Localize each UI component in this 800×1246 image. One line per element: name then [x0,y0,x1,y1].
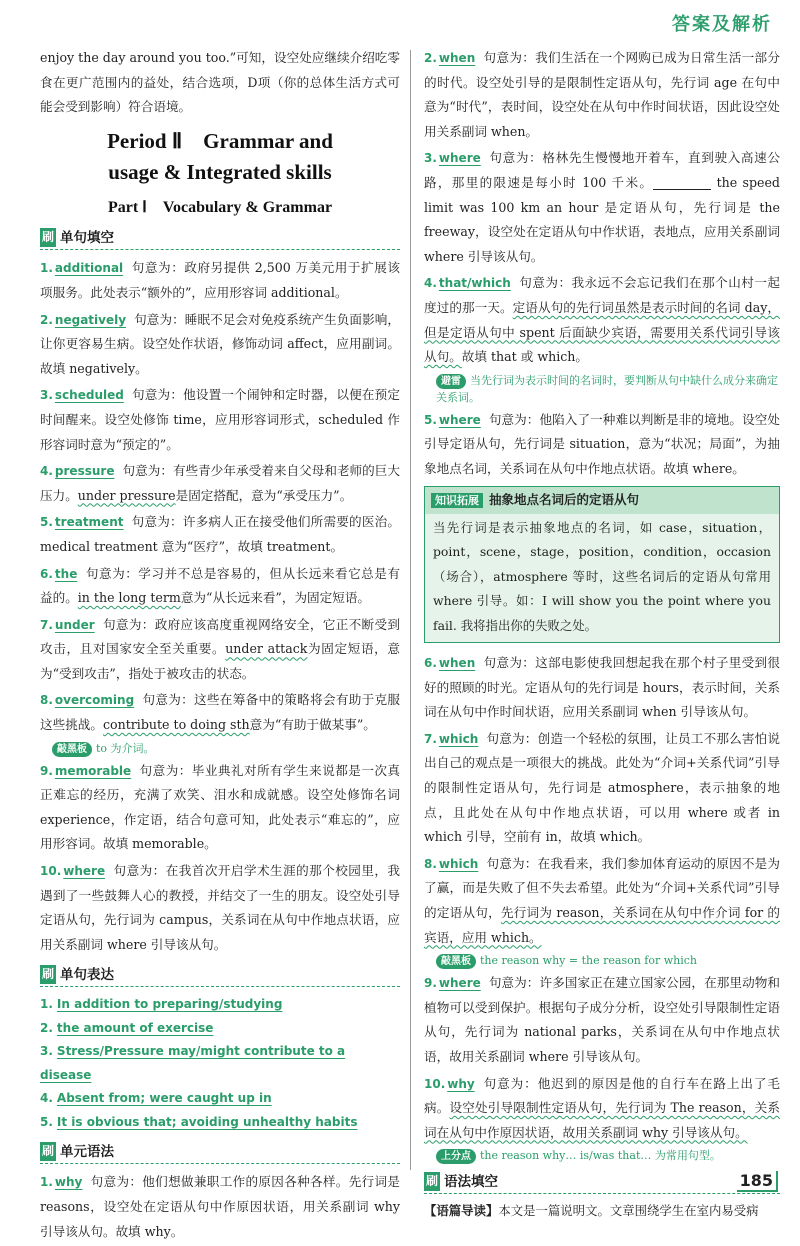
column-divider [410,50,411,1170]
tip-note [436,1147,780,1164]
item-number: 2. [40,312,53,327]
part-title: Part Ⅰ Vocabulary & Grammar [107,198,333,216]
tip-text: the reason why = the reason for which [480,954,698,968]
brush-icon: 刷 [40,965,56,984]
explanation: 句意为：他陷入了一种难以判断是非的境地。设空处引导定语从句，先行词是 situation，意为“状况；局面”，为抽象地点名词，关系词在从句中作地点状语。故填 where。 [424,411,780,476]
key-explanation: 先行词为 reason，关系词在从句中作介词 for 的宾语，应用 which。 [424,904,780,945]
expression-item [40,1087,400,1111]
list-item [424,727,780,850]
item-number: 3. [40,388,53,403]
tip-text: 当先行词为表示时间的名词时，要判断从句中缺什么成分来确定关系词。 [436,373,778,404]
item-number: 6. [424,656,437,670]
answer: scheduled [54,388,124,403]
answer: pressure [54,464,115,479]
explanation: 句意为：政府另提供 2,500 万美元用于扩展该项服务。此处表示“额外的”，应用形容词 additional。 [40,260,400,300]
item-number: 2. [40,1020,53,1035]
explanation: 句意为：学习并不总是容易的，但从长远来看它总是有益的。 [40,565,400,606]
answer: overcoming [54,693,135,708]
left-column [40,46,400,1246]
answer: negatively [54,312,127,327]
section-header-sentence-fill [40,226,400,250]
item-number: 1. [40,1175,53,1190]
explanation: 故填 that 或 which。 [461,349,588,365]
key-phrase: under pressure [77,487,176,503]
explanation: 句意为：他迟到的原因是他的自行车在路上出了毛病。 [424,1075,780,1116]
answer: where [438,976,481,991]
answer: additional [54,261,124,276]
list-item [40,510,400,559]
list-item [40,383,400,457]
explanation: 意为“有助于做某事”。 [249,717,376,733]
explanation: the speed limit was 100 km an hour 是定语从句，先行词是 the freeway，设空处在定语从句中作状语，表地点，应用关系副词 where 引导该从句。 [424,174,780,264]
section-title: 单句表达 [60,967,114,984]
item-number: 6. [40,566,53,581]
explanation: 句意为：创造一个轻松的氛围，让员工不那么害怕说出自己的观点是一项很大的挑战。此处为“介词+关系代词”引导的限制性定语从句，先行词是 atmosphere，表示抽象的地点，且此处在从句中作地点状语，可以用 where 或者 in which 引导，空前有 in，故填 which。 [424,730,780,845]
list-item [424,852,780,950]
explanation: 句意为：他们想做兼职工作的原因各种各样。先行词是 reasons，设空处在定语从句中作原因状语，用关系副词 why 引导该从句。故填 why。 [40,1174,400,1239]
item-number: 5. [40,1114,53,1129]
answer: under [54,617,95,632]
item-number: 8. [424,856,437,871]
intro-paragraph: enjoy the day around you too.”可知，设空处应继续介绍吃零食在更广范围内的益处，结合选项，D项（你的总体生活方式可能会受到影响）符合语境。 [40,50,400,115]
explanation: 是固定搭配，意为“承受压力”。 [175,487,353,503]
item-number: 1. [40,261,53,276]
brush-icon: 刷 [40,1142,56,1161]
section-header-grammar-fill [424,1170,780,1194]
answer: that/which [438,276,511,291]
explanation: 句意为：在我首次开启学术生涯的那个校园里，我遇到了一些鼓舞人心的教授，并结交了一生的朋友。设空处引导定语从句，先行词为 campus，关系词在从句中作地点状语，应用关系副词 where 引导该从句。 [40,863,400,952]
list-item [424,408,780,482]
tip-badge: 敲黑板 [436,954,476,969]
item-number: 3. [40,1044,53,1059]
answer: the amount of exercise [56,1020,214,1035]
list-item [424,146,780,269]
tip-note [436,952,780,969]
tip-text: to 为介词。 [96,741,155,755]
item-number: 8. [40,693,53,708]
expression-item [40,993,400,1017]
explanation: 句意为：这部电影使我回想起我在那个村子里受到很好的照顾的时光。定语从句的先行词是 hours，表示时间，关系词在从句中作时间状语，应用关系副词 when 引导该从句。 [424,655,780,720]
answer: why [447,1076,475,1091]
explanation: 为固定短语，意为“受到攻击”，指处于被攻击的状态。 [40,641,400,681]
explanation: 句意为：毕业典礼对所有学生来说都是一次真正难忘的经历，充满了欢笑、泪水和成就感。设空处修饰名词 experience，作定语，结合句意可知，此处表示“难忘的”，应用形容词。故填 memorable。 [40,762,400,852]
period-title [40,126,400,188]
item-number: 2. [424,51,437,65]
expression-item [40,1040,400,1087]
guide-tag: 【语篇导读】 [424,1203,499,1219]
item-number: 5. [424,412,437,427]
knowledge-title: 抽象地点名词后的定语从句 [489,491,640,507]
explanation: 句意为：他设置一个闹钟和定时器，以便在预定时间醒来。设空处修饰 time，应用形容词形式，scheduled 作形容词时意为“预定的”。 [40,387,400,452]
list-item [40,562,400,611]
answer: treatment [54,515,124,530]
answer: Stress/Pressure may/might contribute to a disease [40,1044,346,1082]
item-number: 9. [40,763,53,778]
expression-item [40,1017,400,1041]
brush-icon: 刷 [40,228,56,247]
page-number: 185 [737,1171,778,1192]
explanation: 句意为：许多国家正在建立国家公园，在那里动物和植物可以受到保护。根据句子成分分析，设空处引导限制性定语从句，先行词为 national parks，关系词在从句中作地点状语，故用关系副词 where 引导该从句。 [424,975,780,1064]
list-item [424,651,780,725]
answer: which [438,731,479,746]
section-title: 单句填空 [60,230,114,247]
knowledge-badge: 知识拓展 [431,493,483,508]
section-title: 语法填空 [444,1174,498,1191]
item-number: 9. [424,976,437,991]
section-header-unit-grammar [40,1140,400,1164]
answer: when [438,656,476,670]
key-phrase: in the long term [77,590,181,606]
answer: It is obvious that; avoiding unhealthy habits [56,1114,358,1129]
item-number: 3. [424,151,437,166]
section-header-sentence-expression [40,963,400,987]
item-number: 7. [424,731,437,746]
answer: memorable [54,763,132,778]
list-item [40,459,400,508]
key-phrase: under attack [225,641,308,657]
list-item [40,308,400,382]
answer: where [63,864,106,879]
answer: where [438,151,481,166]
explanation: 句意为：格林先生慢慢地开着车，直到驶入高速公路，那里的限速是每小时 100 千米。 [424,150,780,190]
knowledge-body: 当先行词是表示抽象地点的名词，如 case，situation，point，scene，stage，position，condition，occasion（场合），atmosphere 等时，这些名词后的定语从句常用 where 引导。如：I will show you the point where you fail. 我将指出你的失败之处。 [433,519,771,633]
explanation: 句意为：我们生活在一个网购已成为日常生活一部分的时代。设空处引导的是限制性定语从句，先行词 age 在句中意为“时代”，表时间，设空处在从句中作时间状语，因此设空处用关系副词 when。 [424,50,780,139]
list-item [424,1072,780,1146]
answer: In addition to preparing/studying [56,997,283,1012]
item-number: 4. [424,276,437,291]
expression-item [40,1111,400,1135]
key-explanation: 定语从句的先行词虽然是表示时间的名词 day，但是定语从句中 spent 后面缺少宾语，需要用关系代词引导该从句。 [424,299,780,365]
tip-note [436,372,780,406]
knowledge-box [424,486,780,644]
answer: Absent from; were caught up in [56,1091,272,1106]
list-item [40,859,400,957]
list-item [424,971,780,1069]
item-number: 10. [40,864,62,879]
explanation: 句意为：在我看来，我们参加体育运动的原因不是为了赢，而是失败了但不失去希望。此处为“介词+关系代词”引导的定语从句， [424,855,780,920]
list-item [424,46,780,144]
explanation: 句意为：有些青少年承受着来自父母和老师的巨大压力。 [40,463,400,503]
explanation: 句意为：睡眠不足会对免疫系统产生负面影响，让你更容易生病。设空处作状语，修饰动词 affect，应用副词。故填 negatively。 [40,311,400,376]
tip-badge: 敲黑板 [52,742,92,757]
explanation: 句意为：政府应该高度重视网络安全，它正不断受到攻击，且对国家安全至关重要。 [40,616,400,657]
section-title: 单元语法 [60,1144,114,1161]
key-explanation: 设空处引导限制性定语从句，先行词为 The reason，关系词在从句中作原因状语，故用关系副词 why 引导该从句。 [424,1100,781,1140]
explanation: 句意为：我永远不会忘记我们在那个山村一起度过的那一天。 [424,275,780,315]
brush-icon: 刷 [424,1172,440,1191]
explanation: 句意为：这些在筹备中的策略将会有助于克服这些挑战。 [40,692,400,733]
explanation: 句意为：许多病人正在接受他们所需要的医治。medical treatment 意为“医疗”，故填 treatment。 [40,514,400,554]
lightning-icon: 避雷 [436,374,466,389]
key-phrase: contribute to doing sth [102,717,250,733]
list-item [40,759,400,857]
header-title: 答案及解析 [672,14,772,35]
item-number: 7. [40,617,53,632]
list-item [424,271,780,369]
list-item [40,613,400,687]
passage-guide [424,1200,780,1222]
guide-text: 本文是一篇说明文。文章围绕学生在室内易受病 [498,1203,759,1219]
tip-text: the reason why… is/was that… 为常用句型。 [480,1149,721,1163]
period-title-line1: Period Ⅱ Grammar and [107,128,333,153]
knowledge-header [425,487,779,514]
tip-note [52,740,400,757]
tip-badge: 上分点 [436,1149,476,1164]
item-number: 4. [40,1091,53,1106]
explanation: 意为“从长远来看”，为固定短语。 [180,590,371,606]
answer: which [438,856,479,871]
item-number: 10. [424,1076,446,1091]
answer: where [438,412,481,427]
answer: why [54,1175,83,1190]
list-item [40,1170,400,1244]
list-item [40,688,400,737]
page-header [0,0,800,44]
period-title-line2: usage & Integrated skills [108,159,332,184]
answer: when [438,51,476,65]
right-column [424,46,780,1222]
answer: the [54,566,78,581]
list-item [40,256,400,305]
item-number: 5. [40,515,53,530]
item-number: 1. [40,997,53,1012]
item-number: 4. [40,464,53,479]
answer-blank [653,177,711,190]
